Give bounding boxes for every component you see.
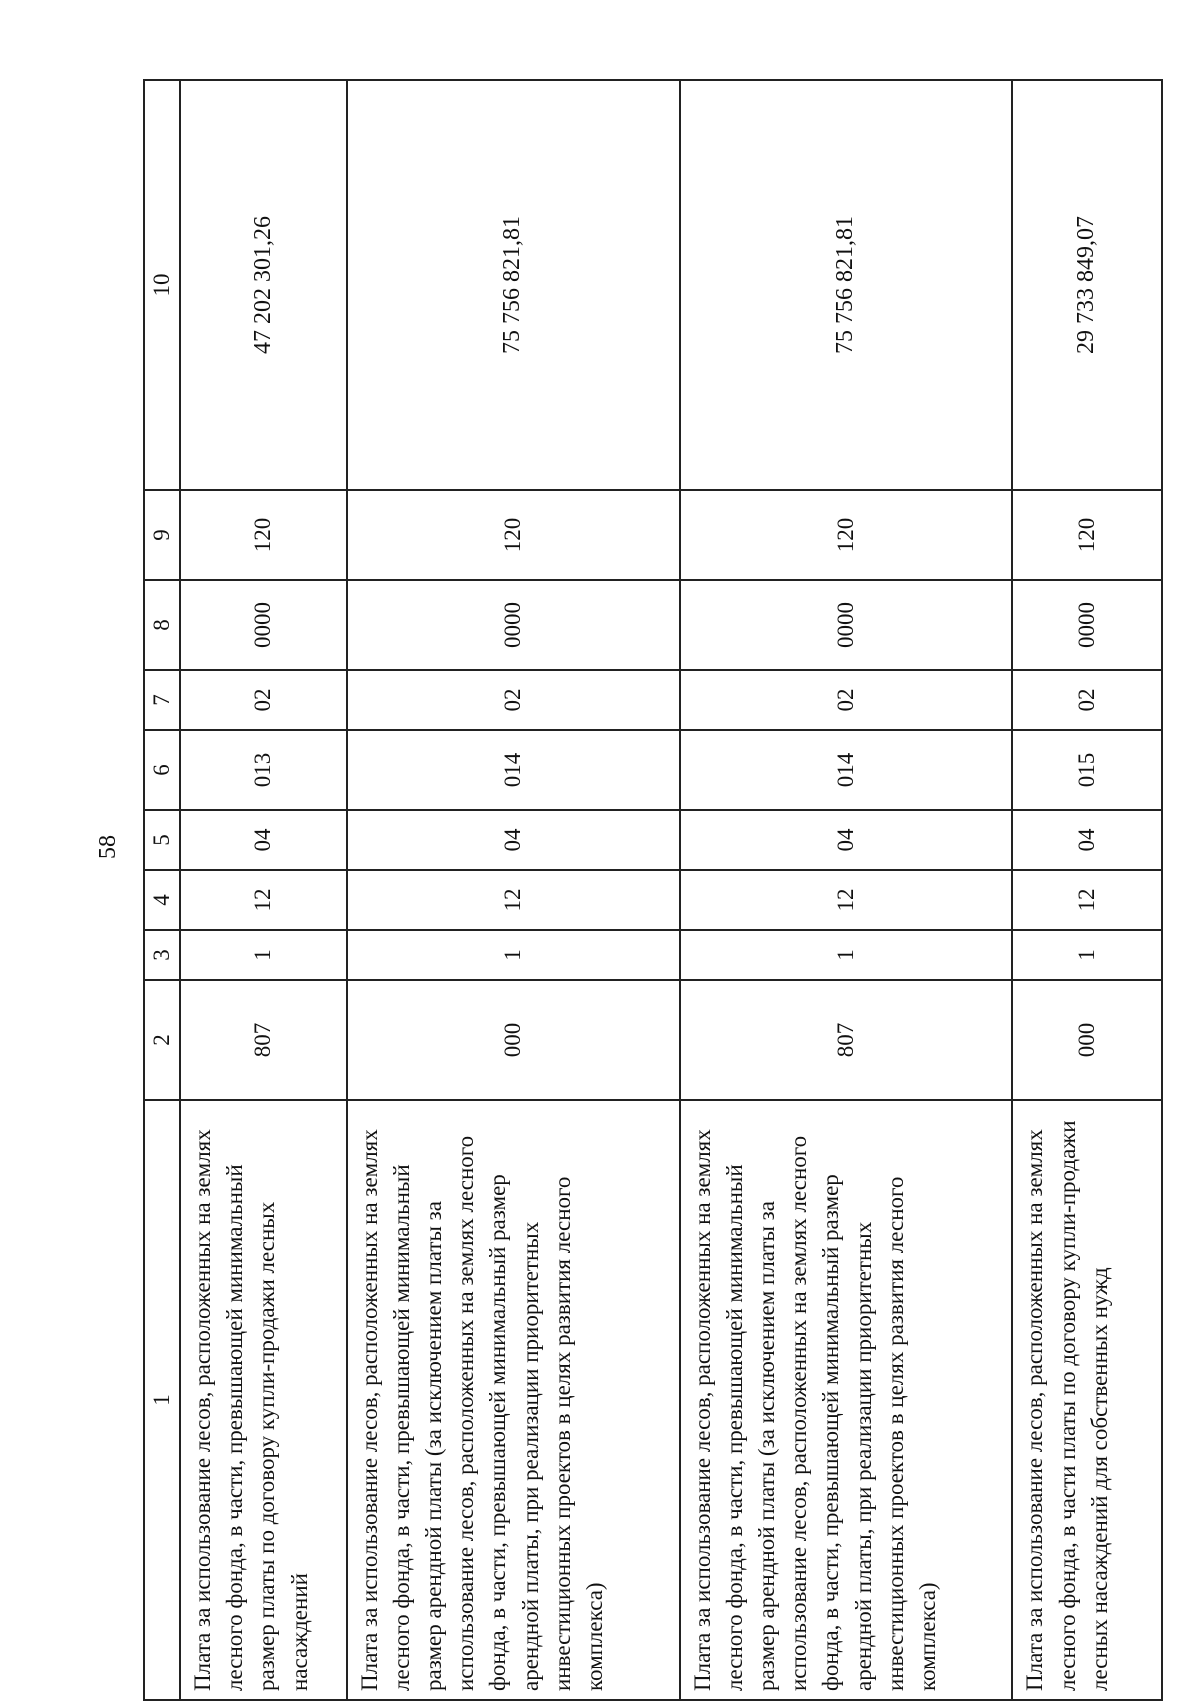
- code-cell: 0000: [680, 580, 1013, 670]
- code-cell: 013: [180, 730, 347, 810]
- column-header: 7: [144, 670, 180, 730]
- admin-code-cell: 000: [347, 980, 680, 1100]
- column-header: 3: [144, 930, 180, 980]
- row-description: Плата за использование лесов, расположенных на землях лесного фонда, в части, превышающей минимальный размер арендной платы (за исключением платы за использование лесов, расположенных на землях лесного фонда, в части, превышающей минимальный размер арендной платы, при реализации приоритетных инвестиционных проектов в целях развития лесного комплекса): [680, 1100, 1013, 1700]
- code-cell: 120: [1012, 490, 1162, 580]
- column-header: 4: [144, 870, 180, 930]
- code-cell: 04: [680, 810, 1013, 870]
- budget-revenue-table-sheet: [143, 81, 1163, 1701]
- code-cell: 120: [347, 490, 680, 580]
- budget-revenue-table: [143, 79, 1163, 1701]
- code-cell: 120: [180, 490, 347, 580]
- amount-cell: 75 756 821,81: [680, 80, 1013, 490]
- code-cell: 12: [347, 870, 680, 930]
- code-cell: 1: [1012, 930, 1162, 980]
- admin-code-cell: 807: [680, 980, 1013, 1100]
- amount-cell: 47 202 301,26: [180, 80, 347, 490]
- code-cell: 02: [1012, 670, 1162, 730]
- column-header: 10: [144, 80, 180, 490]
- code-cell: 12: [1012, 870, 1162, 930]
- code-cell: 02: [347, 670, 680, 730]
- amount-cell: 75 756 821,81: [347, 80, 680, 490]
- admin-code-cell: 000: [1012, 980, 1162, 1100]
- code-cell: 015: [1012, 730, 1162, 810]
- code-cell: 04: [347, 810, 680, 870]
- page-number: 58: [95, 835, 121, 859]
- code-cell: 12: [680, 870, 1013, 930]
- row-description: Плата за использование лесов, расположенных на землях лесного фонда, в части, превышающей минимальный размер платы по договору купли-продажи лесных насаждений: [180, 1100, 347, 1700]
- column-header: 1: [144, 1100, 180, 1700]
- code-cell: 0000: [1012, 580, 1162, 670]
- row-description: Плата за использование лесов, расположенных на землях лесного фонда, в части платы по договору купли-продажи лесных насаждений для собственных нужд: [1012, 1100, 1162, 1700]
- code-cell: 02: [180, 670, 347, 730]
- code-cell: 014: [680, 730, 1013, 810]
- table-row: [1012, 80, 1162, 1700]
- code-cell: 04: [180, 810, 347, 870]
- row-description: Плата за использование лесов, расположенных на землях лесного фонда, в части, превышающей минимальный размер арендной платы (за исключением платы за использование лесов, расположенных на землях лесного фонда, в части, превышающей минимальный размер арендной платы, при реализации приоритетных инвестиционных проектов в целях развития лесного комплекса): [347, 1100, 680, 1700]
- column-header: 6: [144, 730, 180, 810]
- code-cell: 014: [347, 730, 680, 810]
- amount-cell: 29 733 849,07: [1012, 80, 1162, 490]
- code-cell: 02: [680, 670, 1013, 730]
- column-header: 9: [144, 490, 180, 580]
- code-cell: 04: [1012, 810, 1162, 870]
- code-cell: 1: [680, 930, 1013, 980]
- column-header: 5: [144, 810, 180, 870]
- table-row: [680, 80, 1013, 1700]
- code-cell: 0000: [347, 580, 680, 670]
- code-cell: 0000: [180, 580, 347, 670]
- table-header-row: [144, 80, 180, 1700]
- admin-code-cell: 807: [180, 980, 347, 1100]
- code-cell: 1: [347, 930, 680, 980]
- code-cell: 120: [680, 490, 1013, 580]
- column-header: 8: [144, 580, 180, 670]
- table-row: [180, 80, 347, 1700]
- code-cell: 12: [180, 870, 347, 930]
- table-row: [347, 80, 680, 1700]
- column-header: 2: [144, 980, 180, 1100]
- code-cell: 1: [180, 930, 347, 980]
